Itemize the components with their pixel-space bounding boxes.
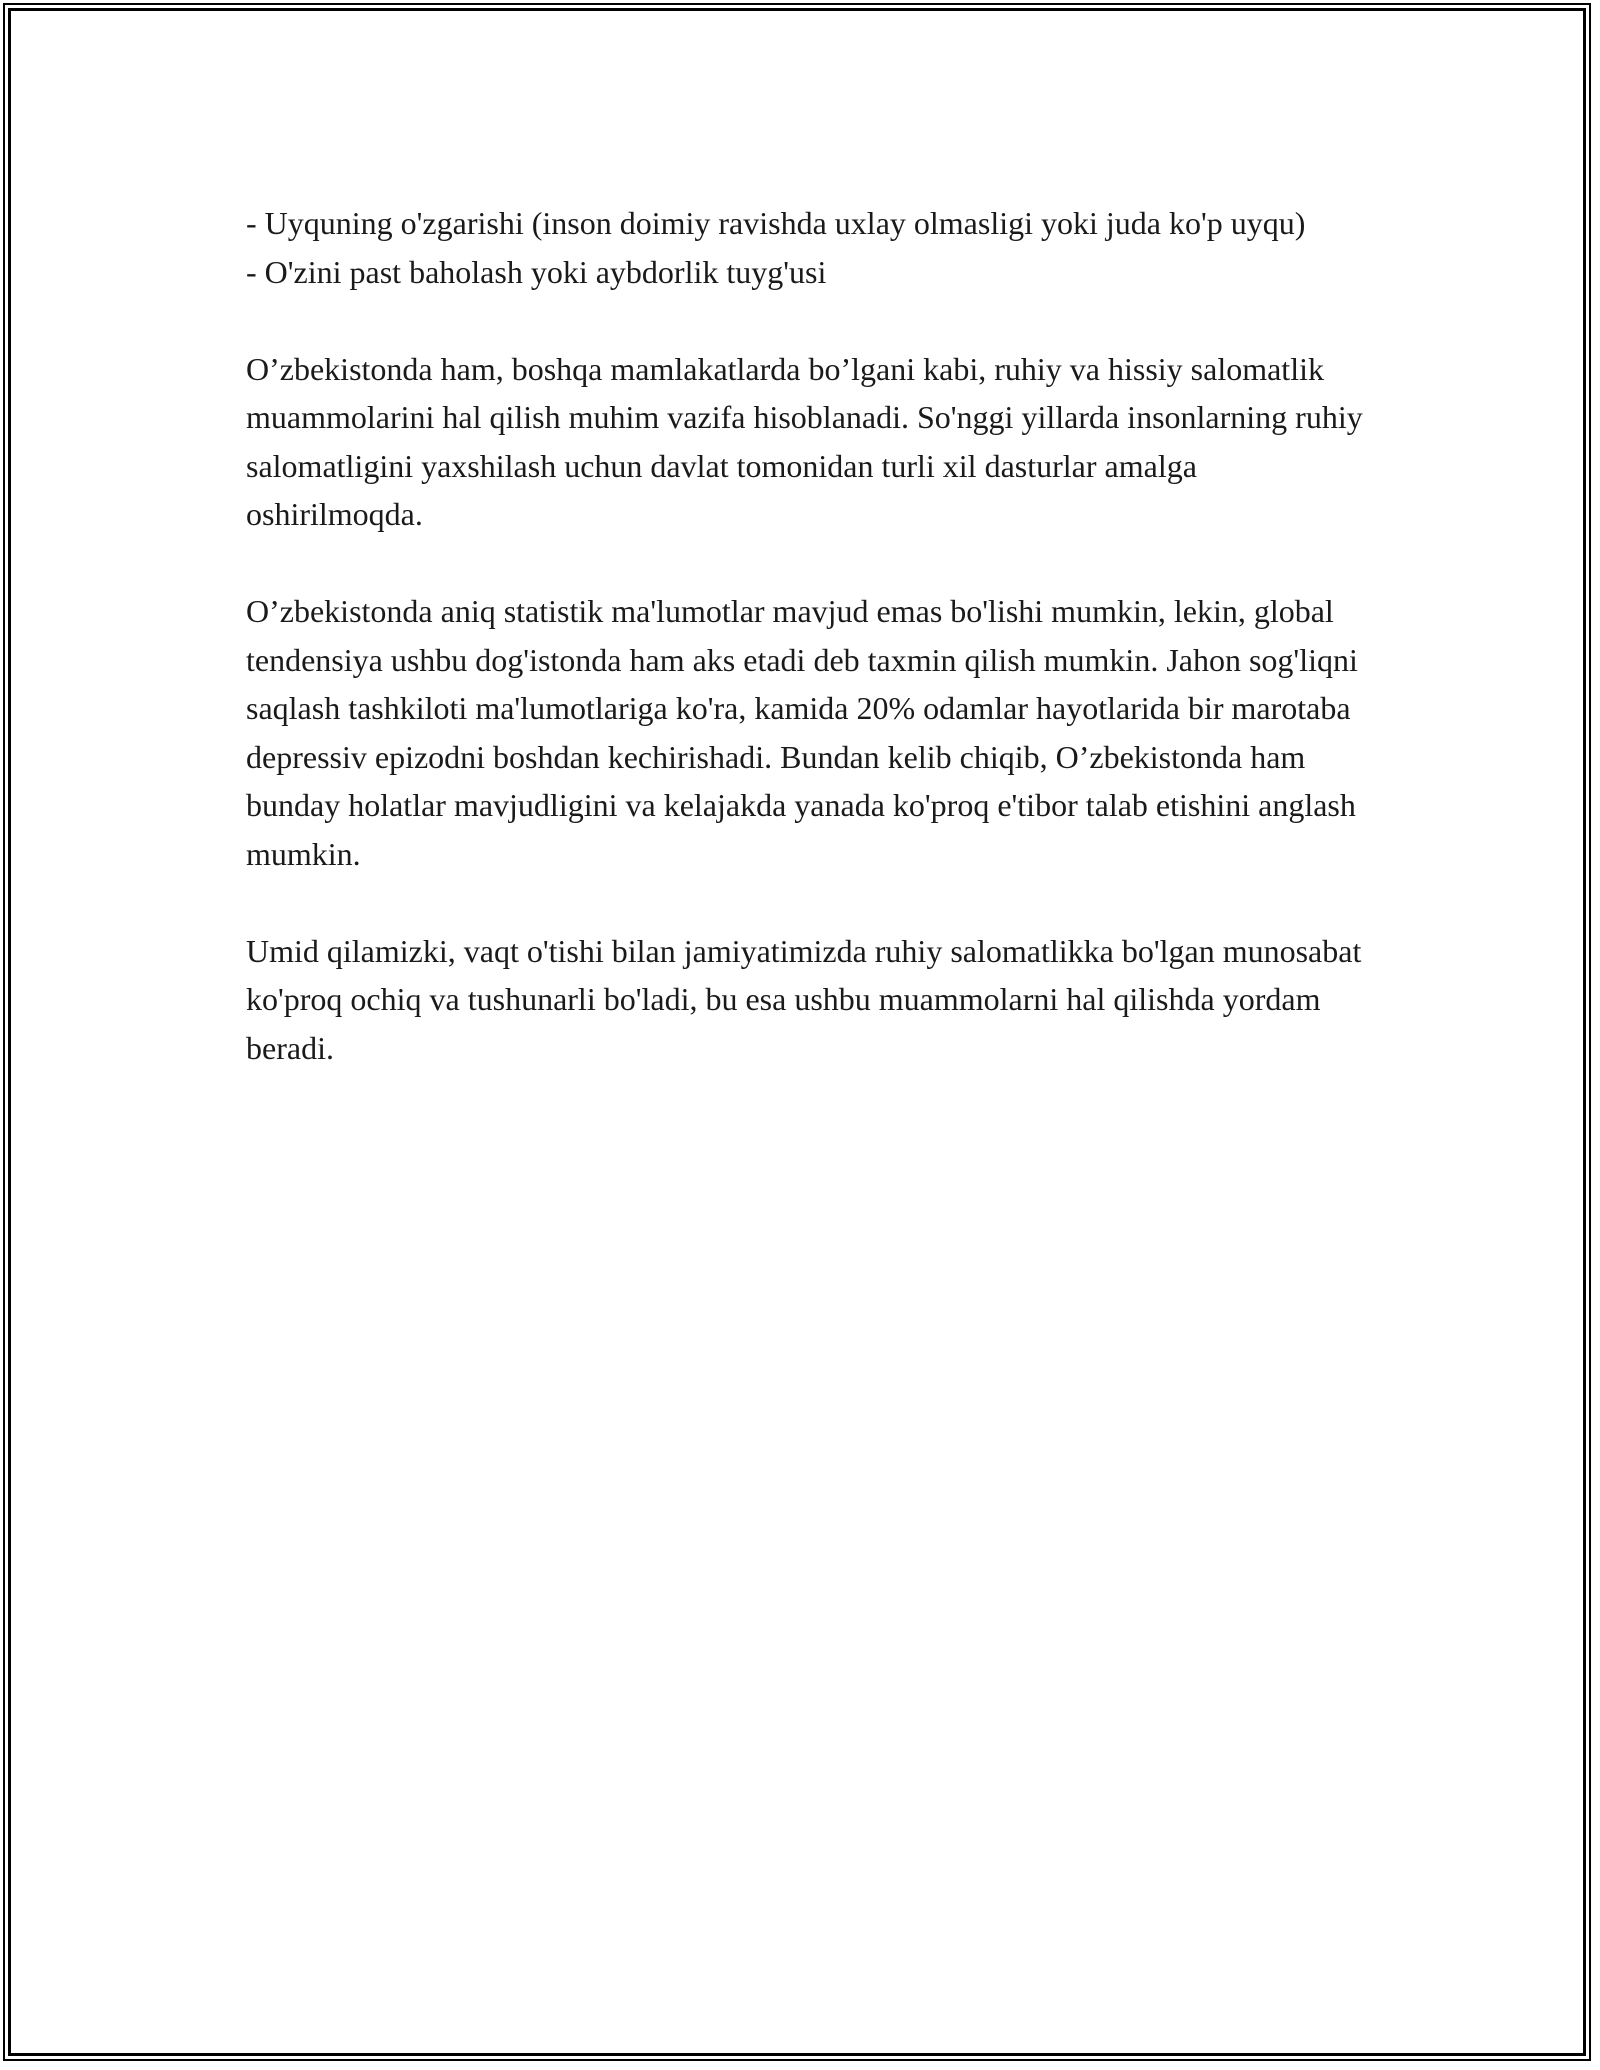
symptom-list (246, 199, 1376, 296)
list-item: - Uyquning o'zgarishi (inson doimiy ravishda uxlay olmasligi yoki juda ko'p uyqu) (246, 205, 1306, 241)
page-frame (8, 8, 1586, 2056)
paragraph-mental-health-tasks: O’zbekistonda ham, boshqa mamlakatlarda bo’lgani kabi, ruhiy va hissiy salomatlik muammolarini hal qilish muhim vazifa hisoblanadi. So'nggi yillarda insonlarning ruhiy salomatligini yaxshilash uchun davlat tomonidan turli xil dasturlar amalga oshirilmoqda. (246, 350, 1363, 532)
paragraph-conclusion: Umid qilamizki, vaqt o'tishi bilan jamiyatimizda ruhiy salomatlikka bo'lgan munosabat ko'proq ochiq va tushunarli bo'ladi, bu esa ushbu muammolarni hal qilishda yordam beradi. (246, 932, 1362, 1066)
document-body (246, 199, 1376, 1072)
paragraph-statistics: O’zbekistonda aniq statistik ma'lumotlar mavjud emas bo'lishi mumkin, lekin, global tendensiya ushbu dog'istonda ham aks etadi deb taxmin qilish mumkin. Jahon sog'liqni saqlash tashkiloti ma'lumotlariga ko'ra, kamida 20% odamlar hayotlarida bir marotaba depressiv epizodni boshdan kechirishadi. Bundan kelib chiqib, O’zbekistonda ham bunday holatlar mavjudligini va kelajakda yanada ko'proq e'tibor talab etishini anglash mumkin. (246, 593, 1358, 872)
list-item: - O'zini past baholash yoki aybdorlik tuyg'usi (246, 253, 827, 290)
